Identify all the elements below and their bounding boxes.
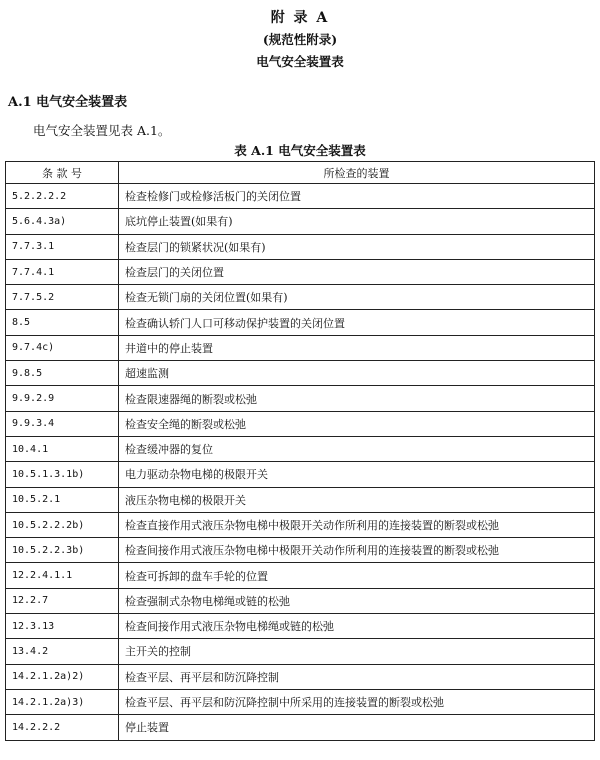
table-row — [6, 689, 595, 714]
table-row — [6, 487, 595, 512]
intro-text: 电气安全装置见表 A.1。 — [33, 123, 171, 138]
clause-number-cell: 12.2.7 — [6, 588, 119, 613]
clause-number-cell: 5.2.2.2.2 — [6, 184, 119, 209]
table-row — [6, 436, 595, 461]
device-description-cell: 检查层门的关闭位置 — [119, 259, 595, 284]
table-row — [6, 285, 595, 310]
clause-number-cell: 7.7.3.1 — [6, 234, 119, 259]
clause-number-cell: 12.2.4.1.1 — [6, 563, 119, 588]
table-row — [6, 234, 595, 259]
device-description-cell: 检查确认轿门人口可移动保护装置的关闭位置 — [119, 310, 595, 335]
table-row — [6, 310, 595, 335]
clause-number-cell: 12.3.13 — [6, 614, 119, 639]
clause-number-cell: 10.5.1.3.1b) — [6, 462, 119, 487]
device-description-cell: 检查强制式杂物电梯绳或链的松弛 — [119, 588, 595, 613]
device-description-cell: 检查平层、再平层和防沉降控制中所采用的连接装置的断裂或松弛 — [119, 689, 595, 714]
device-description-cell: 底坑停止装置(如果有) — [119, 209, 595, 234]
device-description-cell: 检查限速器绳的断裂或松弛 — [119, 386, 595, 411]
device-description-cell: 检查层门的锁紧状况(如果有) — [119, 234, 595, 259]
clause-number-cell: 9.8.5 — [6, 361, 119, 386]
clause-number-cell: 10.5.2.1 — [6, 487, 119, 512]
clause-number-cell: 5.6.4.3a) — [6, 209, 119, 234]
table-row — [6, 184, 595, 209]
table-row — [6, 512, 595, 537]
device-description-cell: 井道中的停止装置 — [119, 335, 595, 360]
clause-number-cell: 9.9.3.4 — [6, 411, 119, 436]
clause-number-cell: 10.5.2.2.2b) — [6, 512, 119, 537]
table-row — [6, 386, 595, 411]
table-row — [6, 588, 595, 613]
table-row — [6, 715, 595, 740]
device-description-cell: 液压杂物电梯的极限开关 — [119, 487, 595, 512]
appendix-name: 电气安全装置表 — [256, 54, 344, 69]
clause-number-cell: 7.7.4.1 — [6, 259, 119, 284]
clause-number-cell: 14.2.2.2 — [6, 715, 119, 740]
table-row — [6, 411, 595, 436]
device-description-cell: 超速监测 — [119, 361, 595, 386]
device-description-cell: 检查直接作用式液压杂物电梯中极限开关动作所利用的连接装置的断裂或松弛 — [119, 512, 595, 537]
clause-number-cell: 10.5.2.2.3b) — [6, 538, 119, 563]
table-row — [6, 259, 595, 284]
device-description-cell: 检查无锁门扇的关闭位置(如果有) — [119, 285, 595, 310]
appendix-title: 附 录 A — [270, 10, 330, 26]
column-header-device: 所检查的装置 — [119, 162, 595, 184]
device-description-cell: 检查间接作用式液压杂物电梯绳或链的松弛 — [119, 614, 595, 639]
clause-number-cell: 13.4.2 — [6, 639, 119, 664]
table-row — [6, 563, 595, 588]
table-row — [6, 639, 595, 664]
device-description-cell: 电力驱动杂物电梯的极限开关 — [119, 462, 595, 487]
section-heading: A.1 电气安全装置表 — [8, 95, 128, 110]
table-header-row — [6, 162, 595, 184]
table-row — [6, 538, 595, 563]
table-body — [6, 184, 595, 741]
device-description-cell: 检查缓冲器的复位 — [119, 436, 595, 461]
table-caption: 表 A.1 电气安全装置表 — [234, 143, 366, 158]
safety-device-table — [5, 161, 595, 741]
table-row — [6, 462, 595, 487]
device-description-cell: 检查平层、再平层和防沉降控制 — [119, 664, 595, 689]
table-row — [6, 209, 595, 234]
clause-number-cell: 8.5 — [6, 310, 119, 335]
clause-number-cell: 9.9.2.9 — [6, 386, 119, 411]
column-header-clause: 条 款 号 — [6, 162, 119, 184]
device-description-cell: 检查安全绳的断裂或松弛 — [119, 411, 595, 436]
appendix-type: (规范性附录) — [262, 32, 338, 47]
device-description-cell: 主开关的控制 — [119, 639, 595, 664]
clause-number-cell: 7.7.5.2 — [6, 285, 119, 310]
table-row — [6, 664, 595, 689]
device-description-cell: 检查间接作用式液压杂物电梯中极限开关动作所利用的连接装置的断裂或松弛 — [119, 538, 595, 563]
clause-number-cell: 14.2.1.2a)2) — [6, 664, 119, 689]
device-description-cell: 检查可拆卸的盘车手轮的位置 — [119, 563, 595, 588]
table-row — [6, 335, 595, 360]
clause-number-cell: 10.4.1 — [6, 436, 119, 461]
device-description-cell: 停止装置 — [119, 715, 595, 740]
device-description-cell: 检查检修门或检修活板门的关闭位置 — [119, 184, 595, 209]
clause-number-cell: 14.2.1.2a)3) — [6, 689, 119, 714]
table-row — [6, 614, 595, 639]
clause-number-cell: 9.7.4c) — [6, 335, 119, 360]
table-row — [6, 361, 595, 386]
